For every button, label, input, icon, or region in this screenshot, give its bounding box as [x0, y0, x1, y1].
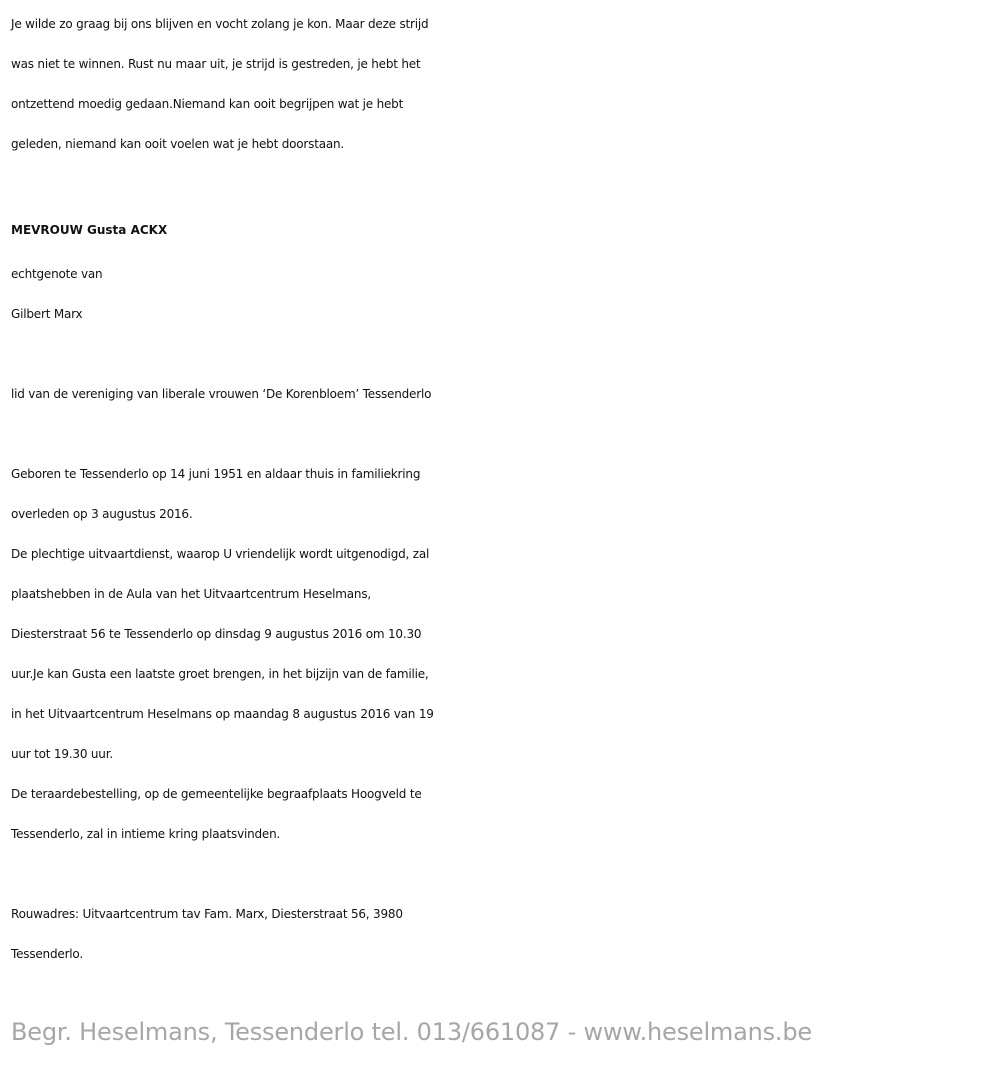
spouse-name: Gilbert Marx	[11, 307, 83, 321]
details-line: overleden op 3 augustus 2016.	[11, 507, 193, 521]
address-line: Tessenderlo.	[11, 947, 83, 961]
funeral-home-footer: Begr. Heselmans, Tessenderlo tel. 013/661087 - www.heselmans.be	[11, 1018, 812, 1046]
details-line: uur tot 19.30 uur.	[11, 747, 113, 761]
details-line: De plechtige uitvaartdienst, waarop U vriendelijk wordt uitgenodigd, zal	[11, 547, 430, 561]
details-line: Diesterstraat 56 te Tessenderlo op dinsdag 9 augustus 2016 om 10.30	[11, 627, 422, 641]
intro-line: Je wilde zo graag bij ons blijven en vocht zolang je kon. Maar deze strijd	[11, 17, 429, 31]
spacer	[11, 334, 996, 374]
spacer	[11, 164, 996, 204]
deceased-name: MEVROUW Gusta ACKX	[11, 223, 168, 237]
obituary-notice	[11, 4, 996, 974]
address-line: Rouwadres: Uitvaartcentrum tav Fam. Marx, Diesterstraat 56, 3980	[11, 907, 403, 921]
membership-text: lid van de vereniging van liberale vrouwen ‘De Korenbloem’ Tessenderlo	[11, 387, 432, 401]
spacer	[11, 414, 996, 454]
spacer	[11, 854, 996, 894]
details-line: Tessenderlo, zal in intieme kring plaatsvinden.	[11, 827, 281, 841]
intro-line: ontzettend moedig gedaan.Niemand kan ooit begrijpen wat je hebt	[11, 97, 404, 111]
intro-line: was niet te winnen. Rust nu maar uit, je strijd is gestreden, je hebt het	[11, 57, 421, 71]
intro-poem	[11, 4, 996, 164]
details-line: uur.Je kan Gusta een laatste groet brengen, in het bijzijn van de familie,	[11, 667, 429, 681]
details-line: plaatshebben in de Aula van het Uitvaartcentrum Heselmans,	[11, 587, 372, 601]
spouse-relation: echtgenote van	[11, 267, 103, 281]
spouse-block	[11, 254, 996, 334]
details-line: in het Uitvaartcentrum Heselmans op maandag 8 augustus 2016 van 19	[11, 707, 434, 721]
details-line: De teraardebestelling, op de gemeentelijke begraafplaats Hoogveld te	[11, 787, 422, 801]
details-line: Geboren te Tessenderlo op 14 juni 1951 en aldaar thuis in familiekring	[11, 467, 421, 481]
mourning-address	[11, 894, 996, 974]
funeral-details	[11, 454, 996, 854]
intro-line: geleden, niemand kan ooit voelen wat je hebt doorstaan.	[11, 137, 345, 151]
